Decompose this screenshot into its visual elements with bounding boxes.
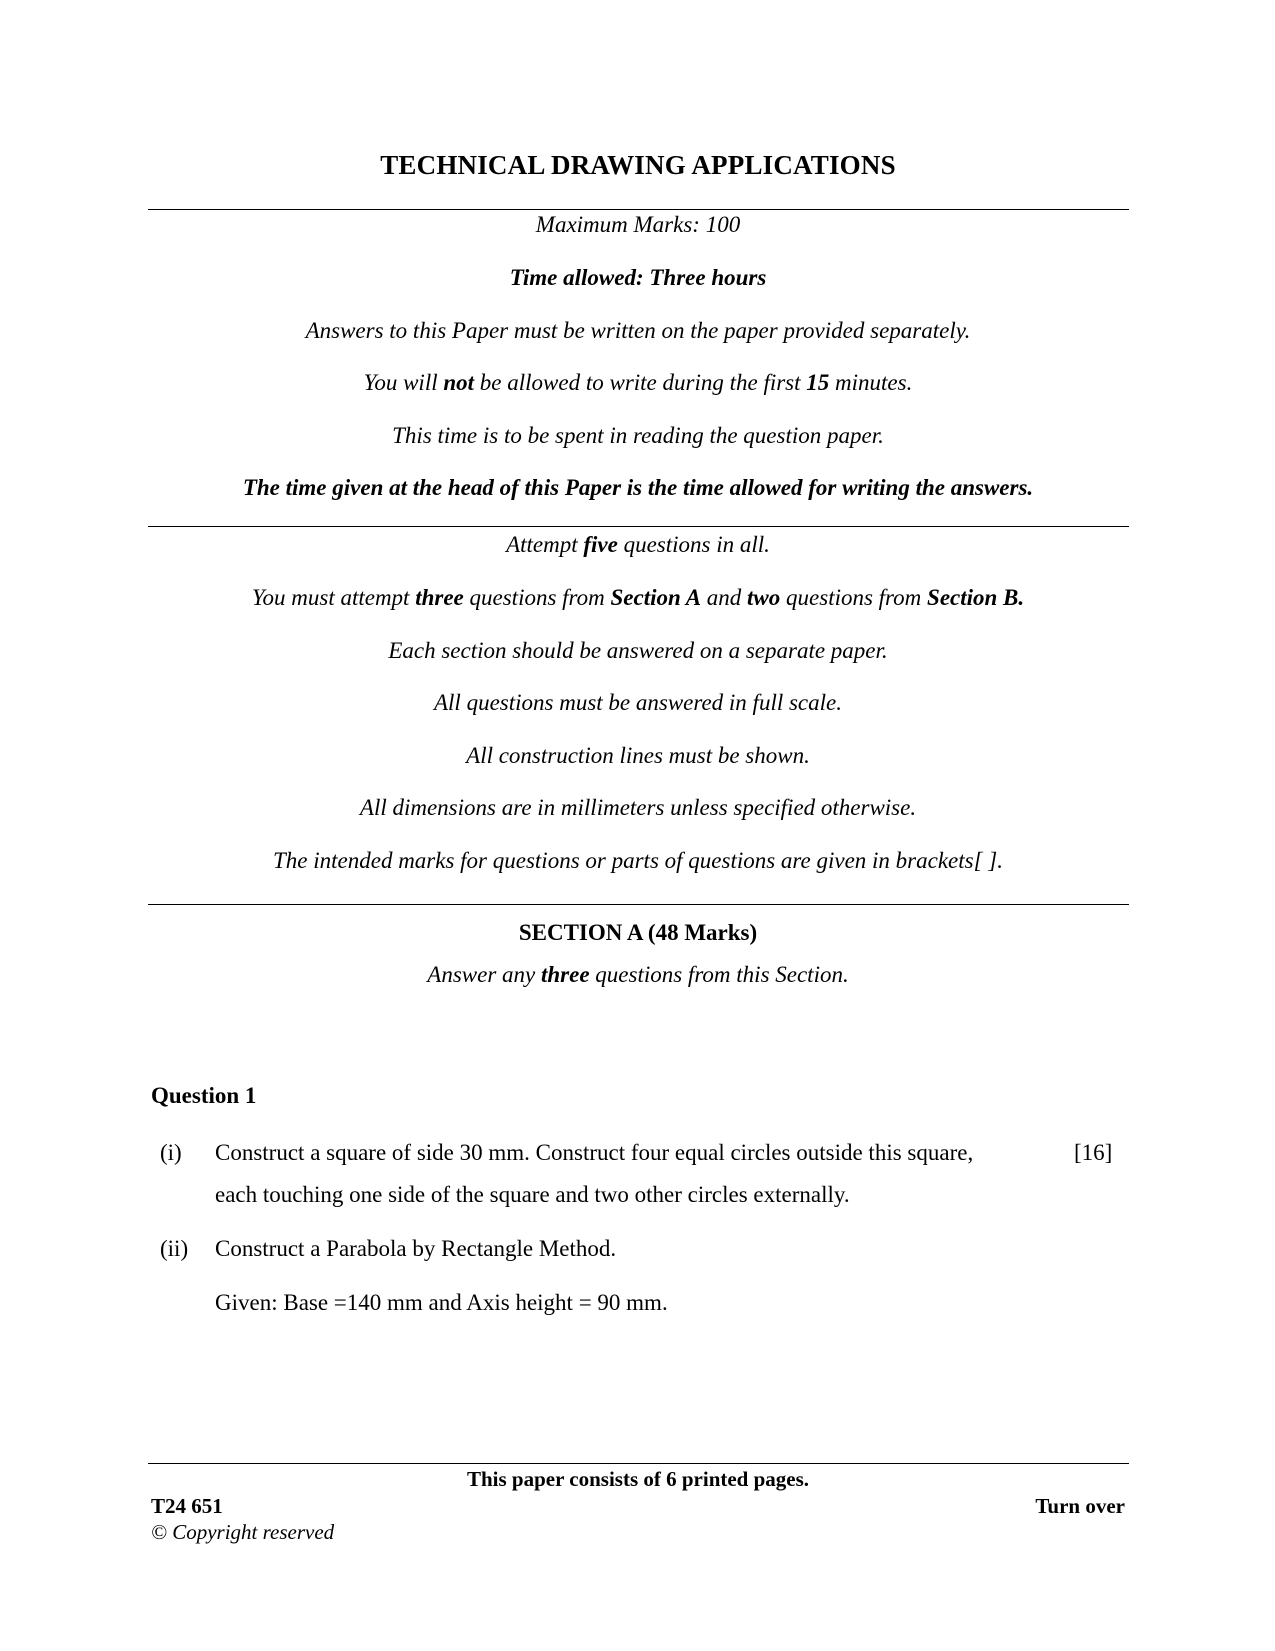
divider-middle [148, 526, 1129, 527]
question-1-part-i-line-2: each touching one side of the square and two other circles externally. [215, 1182, 850, 1207]
emphasis-not: not [443, 370, 475, 395]
question-1-part-ii-number: (ii) [160, 1236, 189, 1261]
paper-title: TECHNICAL DRAWING APPLICATIONS [380, 150, 896, 180]
emphasis-two: two [747, 585, 781, 610]
section-a-heading: SECTION A (48 Marks) [518, 920, 758, 945]
question-1-part-ii-given: Given: Base =140 mm and Axis height = 90 mm. [215, 1290, 668, 1315]
question-1-heading: Question 1 [151, 1083, 257, 1108]
construction-lines-rule: All construction lines must be shown. [466, 743, 810, 768]
attempt-text: Attempt [506, 532, 584, 557]
turn-over-label: Turn over [1035, 1494, 1125, 1518]
full-scale-rule: All questions must be answered in full scale. [433, 690, 842, 715]
emphasis-section-b: Section B. [927, 585, 1025, 610]
write-restriction [148, 370, 1128, 396]
section-rule-text: questions from [780, 585, 928, 610]
write-restriction-text: You will [363, 370, 444, 395]
divider-top [148, 209, 1129, 210]
emphasis-section-a: Section A [610, 585, 702, 610]
attempt-instruction [148, 532, 1128, 558]
divider-lower [148, 904, 1129, 905]
time-allowed: Time allowed: Three hours [509, 265, 767, 290]
question-1-part-i-number: (i) [160, 1140, 182, 1165]
write-restriction-text: minutes. [829, 370, 913, 395]
write-restriction-text: be allowed to write during the first [474, 370, 807, 395]
question-1-part-i-line-1: Construct a square of side 30 mm. Construct four equal circles outside this square, [215, 1140, 974, 1165]
section-a-text: Answer any [427, 962, 541, 987]
section-rule-text: and [701, 585, 748, 610]
emphasis-five: five [583, 532, 618, 557]
reading-time-note: This time is to be spent in reading the question paper. [392, 423, 884, 448]
separate-paper-rule: Each section should be answered on a separate paper. [388, 638, 888, 663]
section-a-instruction [148, 962, 1128, 988]
emphasis-minutes: 15 [806, 370, 830, 395]
question-1-marks: [16] [1074, 1140, 1113, 1165]
emphasis-three: three [415, 585, 464, 610]
question-1-part-ii-line-1: Construct a Parabola by Rectangle Method. [215, 1236, 617, 1261]
paper-code: T24 651 [151, 1494, 223, 1518]
writing-time-note: The time given at the head of this Paper is the time allowed for writing the answers. [242, 475, 1034, 500]
footer-divider [148, 1463, 1129, 1464]
answer-paper-instruction: Answers to this Paper must be written on the paper provided separately. [305, 318, 971, 343]
copyright-notice: © Copyright reserved [151, 1520, 335, 1544]
printed-pages-note: This paper consists of 6 printed pages. [466, 1467, 810, 1491]
section-rule-text: You must attempt [251, 585, 416, 610]
attempt-text: questions in all. [617, 532, 770, 557]
dimensions-rule: All dimensions are in millimeters unless specified otherwise. [359, 795, 917, 820]
maximum-marks: Maximum Marks: 100 [535, 212, 741, 237]
emphasis-three: three [540, 962, 590, 987]
marks-brackets-rule: The intended marks for questions or parts of questions are given in brackets[ ]. [273, 848, 1003, 873]
section-a-text: questions from this Section. [589, 962, 849, 987]
section-requirement [148, 585, 1128, 611]
section-rule-text: questions from [463, 585, 611, 610]
